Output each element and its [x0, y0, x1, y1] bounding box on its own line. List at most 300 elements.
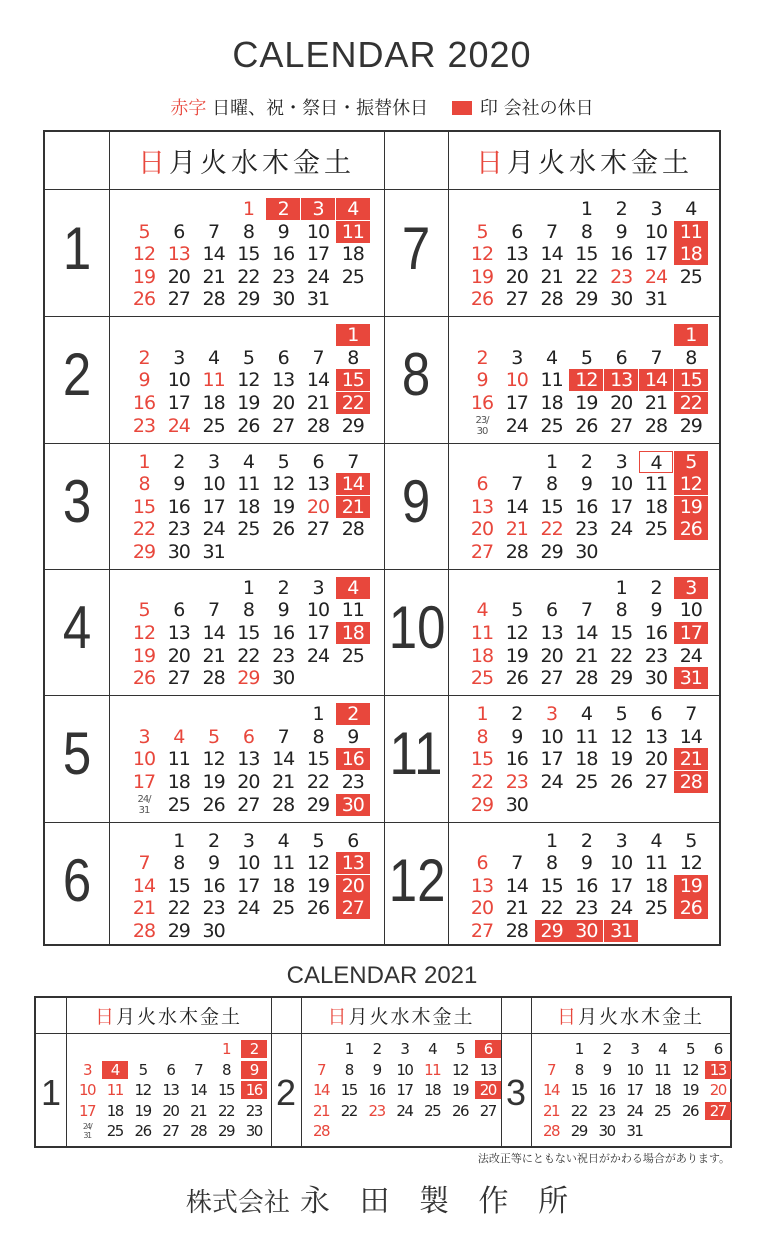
day-cell: 15	[540, 874, 563, 897]
day-cell: 10	[167, 369, 190, 392]
header-corner-right	[384, 132, 448, 190]
weekday-label: 金	[200, 1006, 222, 1028]
day-cell: 30	[575, 540, 598, 563]
day-cell: 5	[674, 451, 708, 473]
day-cell: 5	[312, 829, 324, 852]
day-cell: 22	[610, 644, 633, 667]
weekday-label: 水	[231, 148, 262, 179]
day-cell: 6	[312, 450, 324, 473]
day-cell: 4	[546, 346, 558, 369]
day-cell: 9	[580, 473, 592, 496]
day-cell: 29	[237, 288, 260, 311]
day-cell: 6	[511, 220, 523, 243]
day-cell: 9	[138, 369, 150, 392]
month-number: 1	[62, 215, 92, 282]
day-cell: 22	[540, 518, 563, 541]
weekday-label: 土	[324, 148, 355, 179]
day-cell: 28	[674, 771, 708, 793]
day-cell: 14	[190, 1081, 207, 1099]
weekday-header-left	[109, 132, 384, 190]
day-cell: 31	[202, 540, 225, 563]
day-cell: 22	[336, 392, 370, 414]
day-cell: 27	[162, 1122, 179, 1140]
day-cell: 13	[306, 473, 330, 496]
day-cell: 4	[208, 346, 220, 369]
day-cell: 9	[277, 599, 289, 622]
day-cell: 5	[208, 725, 220, 748]
day-cell: 11	[644, 852, 668, 875]
day-cell: 4	[336, 198, 370, 220]
day-cell: 26	[674, 897, 708, 919]
day-cell: 19	[681, 1081, 699, 1099]
day-cell: 10	[505, 369, 528, 392]
day-cell: 9	[277, 220, 289, 243]
row-divider	[45, 443, 719, 444]
day-cell: 25	[644, 518, 668, 541]
day-cell: 19	[451, 1081, 469, 1099]
day-cell: 16	[272, 243, 295, 266]
day-cell: 18	[654, 1081, 671, 1099]
day-cell: 18	[336, 622, 370, 644]
day-cell: 20	[505, 265, 528, 288]
day-cell: 5	[685, 1040, 695, 1058]
day-cell: 18	[644, 495, 668, 518]
day-cell: 20	[470, 518, 494, 541]
day-cell: 26	[237, 414, 260, 437]
day-cell: 27	[479, 1101, 496, 1120]
day-cell: 15	[610, 622, 633, 645]
day-cell: 23/ 30	[475, 414, 489, 437]
day-cell: 1	[242, 198, 254, 220]
day-cell: 19	[132, 265, 156, 288]
day-cell: 4	[580, 703, 592, 726]
day-cell: 14	[505, 495, 528, 518]
day-cell: 23	[575, 518, 598, 541]
day-cell: 22	[132, 518, 156, 541]
day-cell: 18	[106, 1101, 123, 1120]
day-cell: 15	[237, 243, 260, 266]
day-cell: 9	[580, 852, 592, 875]
day-cell: 28	[272, 793, 295, 816]
day-cell: 16	[644, 622, 668, 645]
day-cell: 11	[674, 221, 708, 243]
company-prefix: 株式会社	[185, 1188, 290, 1218]
day-cell: 30	[245, 1122, 262, 1140]
weekday-label: 木	[179, 1006, 201, 1028]
day-cell: 30	[272, 667, 295, 690]
day-cell: 15	[306, 748, 330, 771]
day-cell: 23	[245, 1101, 262, 1120]
day-cell: 24	[644, 265, 668, 288]
legend	[0, 94, 764, 120]
day-cell: 1	[580, 198, 592, 220]
day-cell: 8	[546, 852, 558, 875]
day-cell: 7	[316, 1060, 326, 1079]
day-cell: 3	[630, 1040, 639, 1058]
day-cell: 30	[272, 288, 295, 311]
day-cell: 12	[505, 622, 528, 645]
day-cell: 30	[167, 540, 190, 563]
weekday-label: 月	[169, 148, 200, 179]
day-cell: 23	[505, 770, 528, 793]
day-cell: 27	[167, 667, 190, 690]
day-cell: 12	[674, 473, 708, 495]
day-cell: 6	[347, 829, 359, 852]
day-cell: 24	[679, 644, 702, 667]
day-cell: 10	[644, 220, 668, 243]
day-cell: 2	[580, 450, 592, 473]
header-corner	[501, 998, 531, 1034]
weekday-label: 土	[221, 1006, 243, 1028]
day-cell: 16	[575, 495, 598, 518]
day-cell: 8	[580, 220, 592, 243]
day-cell: 3	[138, 725, 150, 748]
day-cell: 13	[644, 725, 668, 748]
day-cell: 17	[167, 392, 190, 415]
day-cell: 14	[202, 243, 225, 266]
day-cell: 30	[336, 794, 370, 816]
day-cell: 29	[167, 919, 190, 942]
day-cell: 14	[679, 725, 702, 748]
day-cell: 17	[202, 495, 225, 518]
day-cell: 22	[237, 265, 260, 288]
day-cell: 3	[615, 450, 627, 473]
day-cell: 21	[306, 392, 330, 415]
day-cell: 19	[610, 748, 633, 771]
day-cell: 5	[511, 599, 523, 622]
day-cell: 1	[574, 1040, 583, 1058]
day-cell: 7	[312, 346, 324, 369]
day-cell: 24	[626, 1101, 643, 1120]
day-cell: 25	[237, 518, 260, 541]
day-cell: 20	[470, 897, 494, 920]
day-cell: 18	[644, 874, 668, 897]
day-cell: 7	[546, 1060, 556, 1079]
day-cell: 23	[272, 644, 295, 667]
day-cell: 25	[575, 770, 598, 793]
company-name	[0, 1176, 764, 1220]
day-cell: 6	[546, 599, 558, 622]
day-cell: 15	[674, 369, 708, 391]
day-cell: 7	[347, 450, 359, 473]
day-cell: 28	[312, 1122, 330, 1140]
day-cell: 12	[132, 243, 156, 266]
day-cell: 20	[162, 1101, 179, 1120]
day-cell: 28	[505, 919, 528, 942]
day-cell: 17	[610, 495, 633, 518]
day-cell: 13	[162, 1081, 179, 1099]
day-cell: 25	[272, 897, 295, 920]
day-cell: 6	[277, 346, 289, 369]
day-cell: 3	[674, 577, 708, 599]
day-cell: 31	[674, 667, 708, 689]
day-cell: 16	[336, 748, 370, 770]
day-cell: 16	[272, 622, 295, 645]
day-cell: 28	[202, 288, 225, 311]
weekday-label: 日	[327, 1006, 349, 1028]
day-cell: 29	[132, 540, 156, 563]
header-corner	[36, 998, 66, 1034]
day-cell: 29	[535, 920, 569, 942]
day-cell: 26	[134, 1122, 151, 1140]
day-cell: 26	[132, 667, 156, 690]
day-cell: 26	[505, 667, 528, 690]
weekday-header-2021	[66, 998, 271, 1034]
day-cell: 29	[570, 1122, 587, 1140]
weekday-label: 月	[115, 1006, 137, 1028]
day-cell: 19	[674, 875, 708, 897]
day-cell: 5	[138, 220, 150, 243]
day-cell: 3	[650, 198, 662, 220]
day-cell: 2	[602, 1040, 611, 1058]
day-cell: 4	[476, 599, 488, 622]
day-cell: 1	[615, 576, 627, 599]
day-cell: 12	[237, 369, 260, 392]
day-cell: 11	[644, 473, 668, 496]
day-cell: 7	[685, 703, 697, 726]
day-cell: 11	[237, 473, 260, 496]
day-cell: 8	[173, 852, 185, 875]
day-cell: 4	[685, 198, 697, 220]
day-cell: 15	[167, 874, 190, 897]
month-number: 12	[388, 846, 446, 914]
day-cell: 11	[202, 369, 225, 392]
day-cell: 13	[336, 852, 370, 874]
day-cell: 26	[451, 1101, 469, 1120]
day-cell: 16	[575, 874, 598, 897]
day-cell: 23	[610, 265, 633, 288]
day-cell: 17	[132, 770, 156, 793]
day-cell: 13	[604, 369, 638, 391]
day-cell: 26	[674, 518, 708, 540]
day-cell: 17	[644, 243, 668, 266]
day-cell: 11	[654, 1060, 671, 1079]
day-cell: 19	[674, 496, 708, 518]
day-cell: 17	[306, 622, 330, 645]
day-cell: 21	[202, 265, 225, 288]
day-cell: 5	[242, 346, 254, 369]
legend-red-label: 赤字	[170, 98, 207, 119]
row-divider	[45, 695, 719, 696]
day-cell: 1	[476, 703, 488, 726]
day-cell: 13	[505, 243, 528, 266]
day-cell: 27	[540, 667, 563, 690]
day-cell: 30	[610, 288, 633, 311]
day-cell: 14	[575, 622, 598, 645]
month-number: 3	[505, 1072, 527, 1113]
day-cell: 15	[340, 1081, 357, 1099]
day-cell: 22	[340, 1101, 357, 1120]
weekday-label: 水	[619, 1006, 641, 1028]
day-cell: 17	[674, 622, 708, 644]
day-cell: 21	[132, 897, 156, 920]
weekday-label: 水	[569, 148, 600, 179]
day-cell: 2	[650, 576, 662, 599]
day-cell: 13	[470, 495, 494, 518]
company-main-name: 永 田 製 作 所	[299, 1184, 579, 1219]
day-cell: 15	[336, 369, 370, 391]
weekday-label: 日	[476, 148, 507, 179]
day-cell: 8	[574, 1060, 583, 1079]
day-cell: 4	[428, 1040, 437, 1058]
day-cell: 26	[610, 770, 633, 793]
day-cell: 14	[312, 1081, 330, 1099]
day-cell: 5	[685, 829, 697, 852]
day-cell: 10	[78, 1081, 96, 1099]
day-cell: 22	[575, 265, 598, 288]
day-cell: 23	[368, 1101, 385, 1120]
day-cell: 1	[674, 324, 708, 346]
day-cell: 5	[580, 346, 592, 369]
day-cell: 28	[542, 1122, 560, 1140]
day-cell: 2	[615, 198, 627, 220]
day-cell: 2	[336, 703, 370, 725]
day-cell: 19	[237, 392, 260, 415]
day-cell: 9	[173, 473, 185, 496]
day-cell: 9	[347, 725, 359, 748]
day-cell: 15	[237, 622, 260, 645]
day-cell: 19	[132, 644, 156, 667]
day-cell: 24	[610, 518, 633, 541]
day-cell: 29	[470, 793, 494, 816]
day-cell: 7	[208, 220, 220, 243]
day-cell: 12	[202, 748, 225, 771]
day-cell: 1	[221, 1040, 231, 1058]
day-cell: 9	[372, 1060, 381, 1079]
day-cell: 21	[505, 518, 528, 541]
day-cell: 24	[306, 644, 330, 667]
day-cell: 26	[132, 288, 156, 311]
day-cell: 15	[570, 1081, 587, 1099]
day-cell: 11	[336, 221, 370, 243]
weekday-label: 月	[577, 1006, 599, 1028]
day-cell: 24/ 31	[82, 1122, 92, 1140]
day-cell: 18	[167, 770, 190, 793]
day-cell: 1	[344, 1040, 353, 1058]
month-number: 5	[62, 720, 92, 788]
weekday-header-2021	[301, 998, 501, 1034]
day-cell: 3	[312, 576, 324, 599]
day-cell: 17	[540, 748, 563, 771]
weekday-label: 日	[556, 1006, 578, 1028]
day-cell: 12	[679, 852, 702, 875]
day-cell: 16	[167, 495, 190, 518]
day-cell: 10	[132, 748, 156, 771]
day-cell: 13	[237, 748, 260, 771]
day-cell: 28	[306, 414, 330, 437]
day-cell: 11	[106, 1081, 123, 1099]
day-cell: 7	[277, 725, 289, 748]
day-cell: 14	[540, 243, 563, 266]
weekday-header-right	[448, 132, 721, 190]
month-number: 2	[275, 1072, 297, 1113]
month-number: 9	[401, 467, 431, 535]
day-cell: 30	[644, 667, 668, 690]
day-cell: 18	[341, 243, 364, 266]
day-cell: 20	[709, 1081, 726, 1099]
day-cell: 23	[132, 414, 156, 437]
weekday-label: 火	[598, 1006, 620, 1028]
weekday-label: 木	[600, 148, 631, 179]
day-cell: 21	[542, 1101, 560, 1120]
day-cell: 9	[241, 1061, 267, 1079]
day-cell: 14	[336, 473, 370, 495]
weekday-label: 金	[293, 148, 324, 179]
legend-red-text: 日曜、祝・祭日・振替休日	[212, 98, 429, 119]
day-cell: 19	[470, 265, 494, 288]
day-cell: 14	[306, 369, 330, 392]
day-cell: 10	[396, 1060, 413, 1079]
legend-mark-text: 印 会社の休日	[479, 98, 594, 119]
day-cell: 3	[511, 346, 523, 369]
day-cell: 1	[242, 576, 254, 599]
day-cell: 4	[242, 450, 254, 473]
day-cell: 29	[679, 414, 702, 437]
day-cell: 22	[470, 770, 494, 793]
day-cell: 26	[202, 793, 225, 816]
day-cell: 1	[312, 703, 324, 726]
day-cell: 11	[540, 369, 563, 392]
day-cell: 10	[540, 725, 563, 748]
day-cell: 7	[511, 473, 523, 496]
day-cell: 25	[679, 265, 702, 288]
day-cell: 18	[575, 748, 598, 771]
day-cell: 2	[138, 346, 150, 369]
day-cell: 6	[173, 599, 185, 622]
day-cell: 9	[511, 725, 523, 748]
day-cell: 9	[615, 220, 627, 243]
day-cell: 30	[598, 1122, 615, 1140]
day-cell: 20	[167, 265, 190, 288]
day-cell: 23	[598, 1101, 615, 1120]
day-cell: 21	[644, 392, 668, 415]
day-cell: 27	[167, 288, 190, 311]
day-cell: 20	[475, 1081, 501, 1099]
day-cell: 7	[580, 599, 592, 622]
day-cell: 24/ 31	[137, 793, 151, 816]
day-cell: 17	[610, 874, 633, 897]
month-number: 8	[401, 341, 431, 409]
day-cell: 27	[237, 793, 260, 816]
day-cell: 10	[202, 473, 225, 496]
day-cell: 12	[134, 1081, 151, 1099]
day-cell: 22	[674, 392, 708, 414]
weekday-label: 火	[369, 1006, 391, 1028]
day-cell: 13	[272, 369, 295, 392]
day-cell: 1	[546, 829, 558, 852]
day-cell: 1	[546, 450, 558, 473]
day-cell: 22	[167, 897, 190, 920]
day-cell: 15	[132, 495, 156, 518]
day-cell: 25	[341, 265, 364, 288]
day-cell: 13	[540, 622, 563, 645]
day-cell: 7	[650, 346, 662, 369]
day-cell: 29	[610, 667, 633, 690]
day-cell: 20	[167, 644, 190, 667]
day-cell: 2	[277, 576, 289, 599]
day-cell: 8	[615, 599, 627, 622]
month-number: 7	[401, 215, 431, 282]
day-cell: 22	[570, 1101, 587, 1120]
day-cell: 8	[344, 1060, 353, 1079]
day-cell: 23	[272, 265, 295, 288]
day-cell: 11	[575, 725, 598, 748]
day-cell: 8	[347, 346, 359, 369]
day-cell: 2	[241, 1040, 267, 1058]
day-cell: 27	[610, 414, 633, 437]
day-cell: 24	[167, 414, 190, 437]
day-cell: 21	[540, 265, 563, 288]
